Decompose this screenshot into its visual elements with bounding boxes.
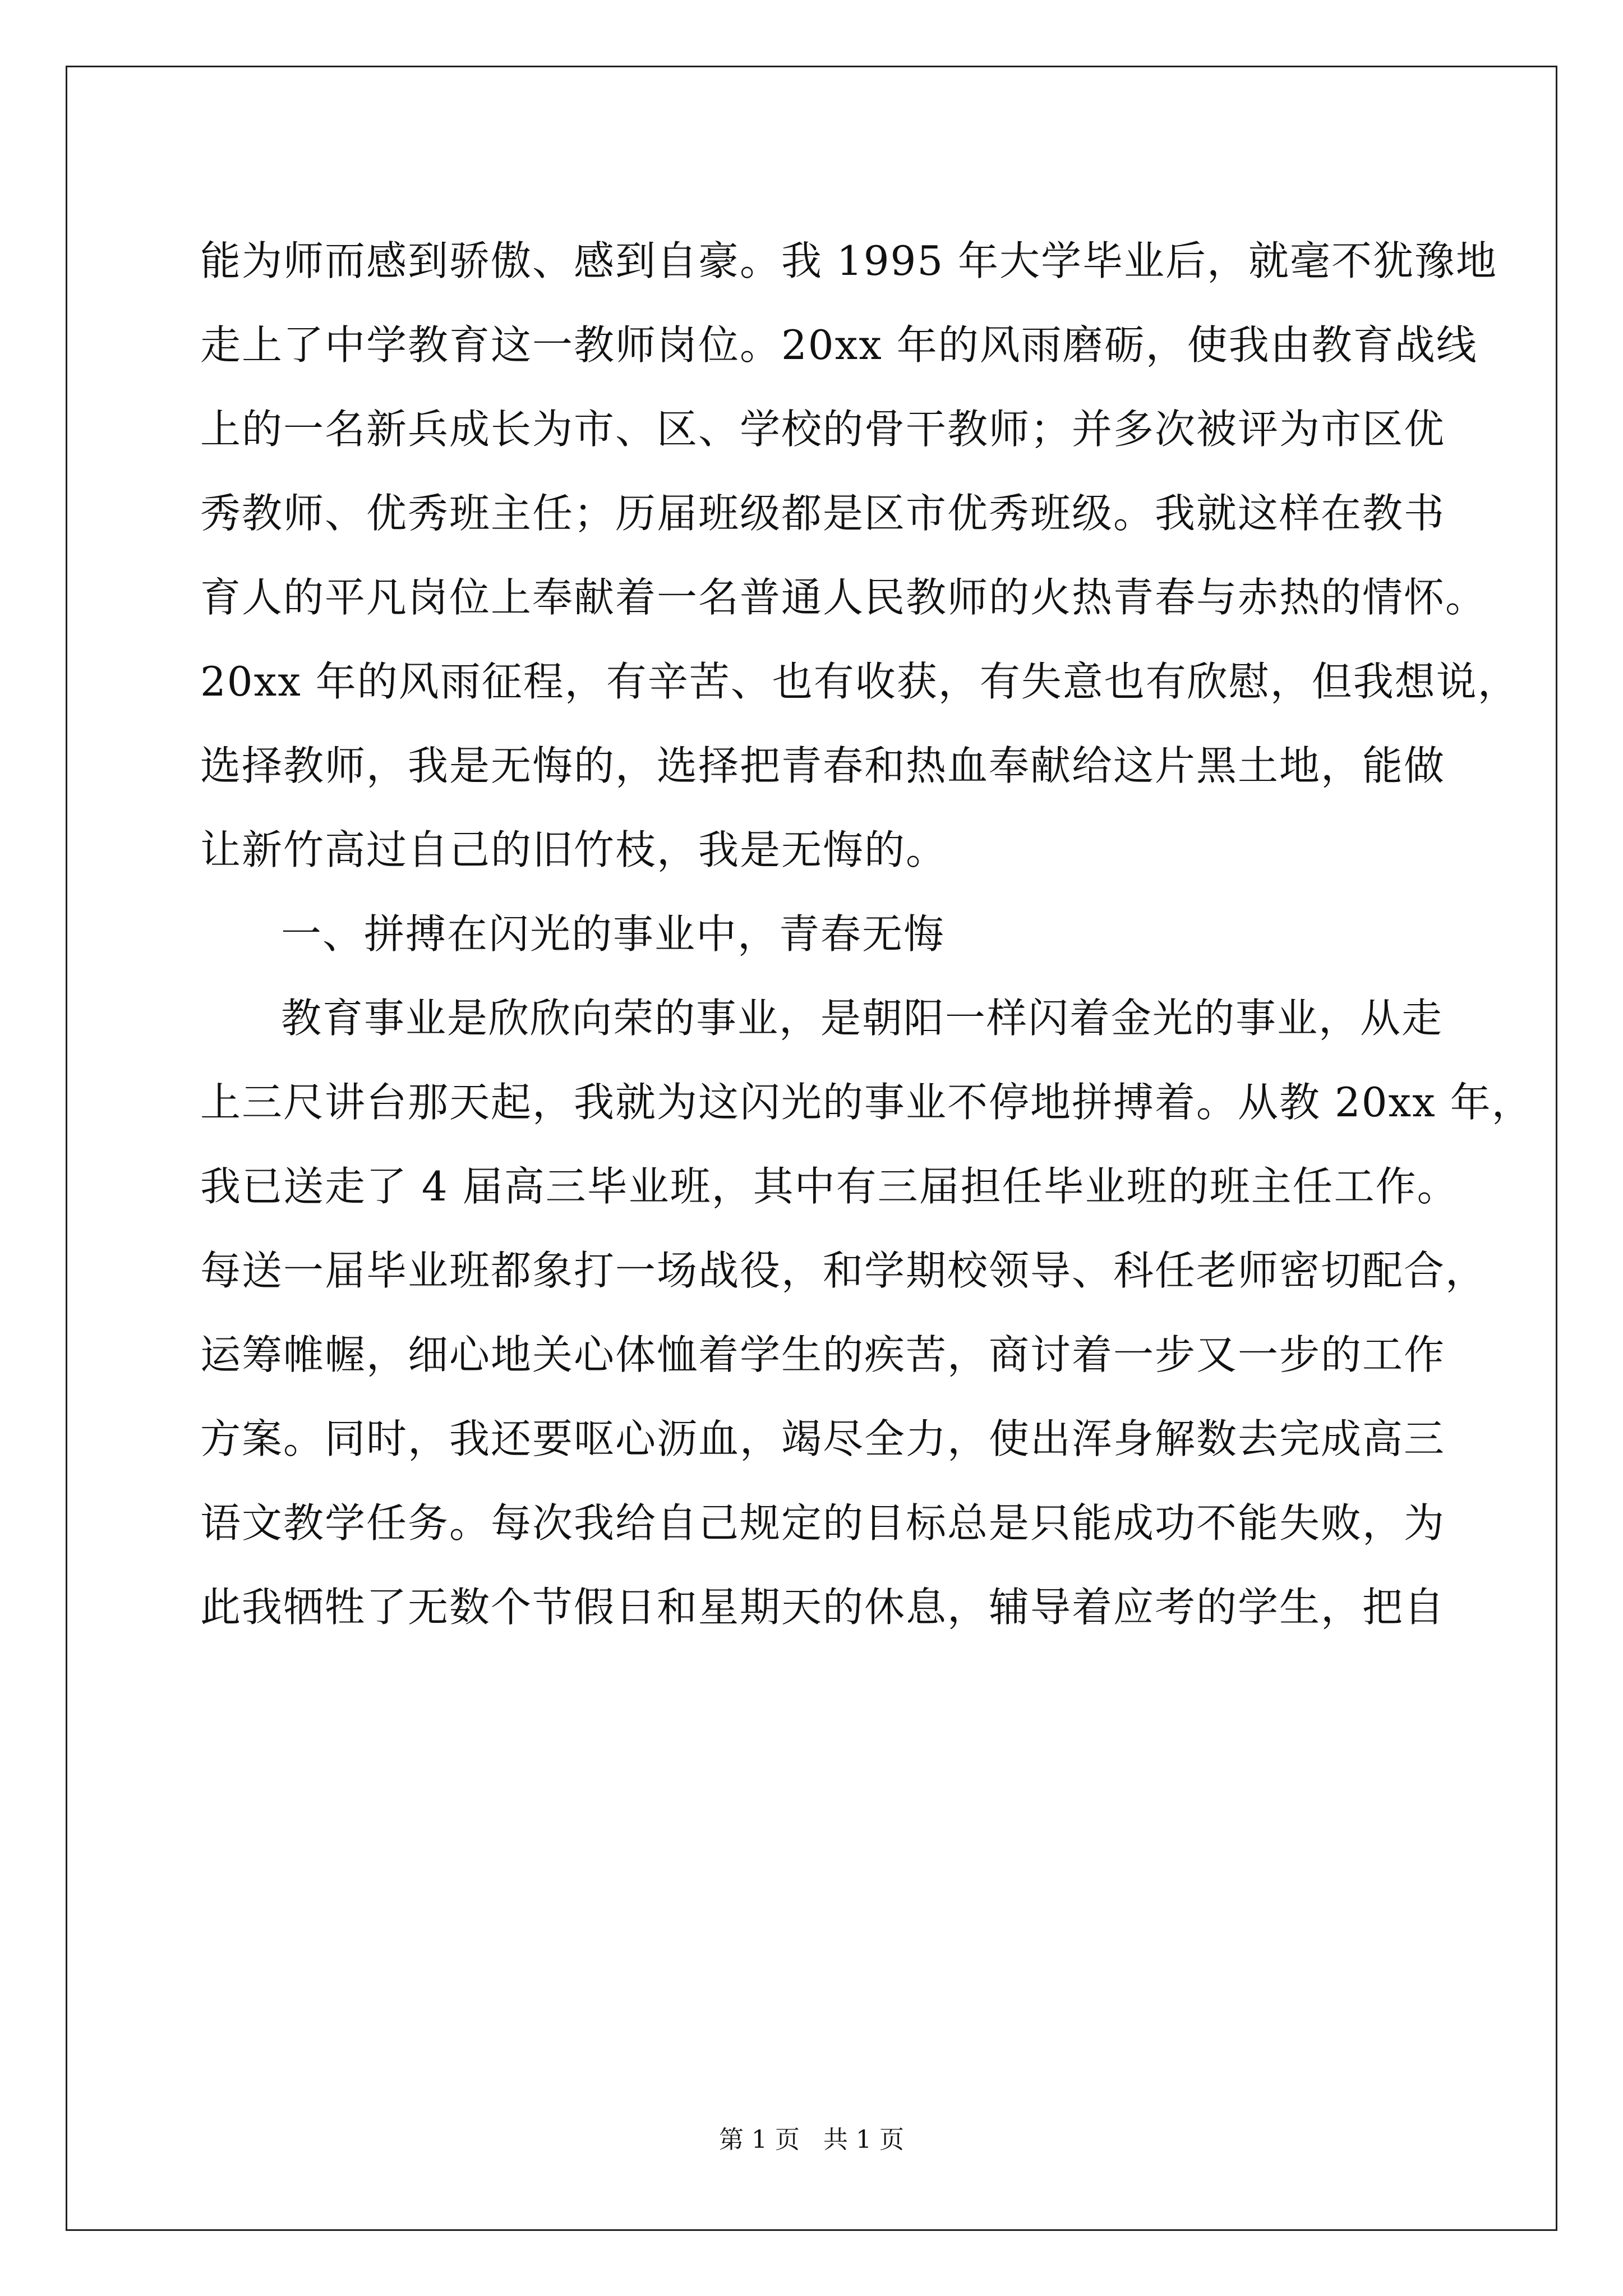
- text-line: 上的一名新兵成长为市、区、学校的骨干教师；并多次被评为市区优: [200, 406, 1446, 453]
- text-line: 我已送走了 4 届高三毕业班，其中有三届担任毕业班的班主任工作。: [200, 1163, 1459, 1210]
- page-footer: [0, 2123, 1623, 2157]
- text-line: 能为师而感到骄傲、感到自豪。我 1995 年大学毕业后，就毫不犹豫地: [200, 237, 1498, 284]
- text-line: 语文教学任务。每次我给自己规定的目标总是只能成功不能失败，为: [200, 1499, 1446, 1547]
- document-body: [200, 219, 1533, 1649]
- text-line: 此我牺牲了无数个节假日和星期天的休息，辅导着应考的学生，把自: [200, 1584, 1446, 1631]
- text-line: 20xx 年的风雨征程，有辛苦、也有收获，有失意也有欣慰，但我想说，: [200, 658, 1519, 705]
- text-line: 方案。同时，我还要呕心沥血，竭尽全力，使出浑身解数去完成高三: [200, 1415, 1446, 1462]
- text-line: 育人的平凡岗位上奉献着一名普通人民教师的火热青春与赤热的情怀。: [200, 574, 1487, 621]
- text-line: 走上了中学教育这一教师岗位。20xx 年的风雨磨砺，使我由教育战线: [200, 321, 1478, 369]
- text-line: 教育事业是欣欣向荣的事业，是朝阳一样闪着金光的事业，从走: [281, 995, 1444, 1042]
- text-line: 秀教师、优秀班主任；历届班级都是区市优秀班级。我就这样在教书: [200, 490, 1446, 537]
- text-line: 运筹帷幄，细心地关心体恤着学生的疾苦，商讨着一步又一步的工作: [200, 1331, 1446, 1378]
- text-line: 每送一届毕业班都象打一场战役，和学期校领导、科任老师密切配合，: [200, 1247, 1487, 1294]
- page-number: 第 1 页: [719, 2125, 800, 2154]
- section-heading: 一、拼搏在闪光的事业中，青春无悔: [281, 910, 946, 958]
- page-total: 共 1 页: [823, 2125, 904, 2154]
- text-line: 让新竹高过自己的旧竹枝，我是无悔的。: [200, 826, 948, 873]
- text-line: 选择教师，我是无悔的，选择把青春和热血奉献给这片黑土地，能做: [200, 742, 1446, 789]
- text-line: 上三尺讲台那天起，我就为这闪光的事业不停地拼搏着。从教 20xx 年，: [200, 1079, 1533, 1126]
